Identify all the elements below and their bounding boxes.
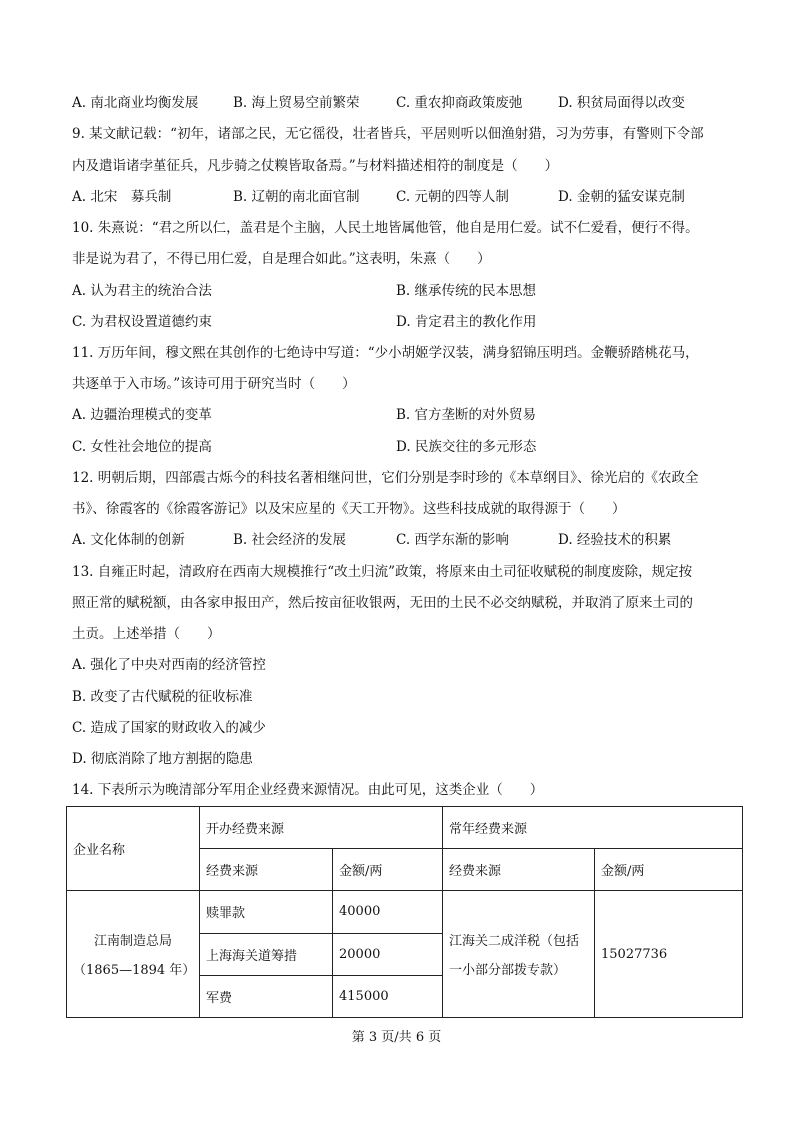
q9-option-c: C. 元朝的四等人制 — [396, 189, 509, 205]
page-footer: 第 3 页/共 6 页 — [351, 1030, 442, 1045]
q10-option-d: D. 肯定君主的教化作用 — [396, 314, 537, 330]
regular-source-line-1: 江海关二成洋税（包括 — [449, 934, 580, 950]
q8-option-d: D. 积贫局面得以改变 — [558, 95, 685, 111]
table-row-source: 上海海关道筹措 — [200, 933, 333, 975]
q14-stem-line-1: 14. 下表所示为晚清部分军用企业经费来源情况。由此可见，这类企业（ ） — [72, 782, 544, 798]
regular-amount-cell: 15027736 — [595, 891, 743, 1018]
q11-stem-line-1: 11. 万历年间，穆文熙在其创作的七绝诗中写道：“少小胡姬学汉装，满身貂锦压明珰。金鞭骄踏桃花马， — [72, 345, 699, 361]
header-regular-funding: 常年经费来源 — [443, 807, 743, 849]
q10-stem-line-2: 非是说为君了，不得已用仁爱，自是理合如此。”这表明，朱熹（ ） — [72, 251, 491, 267]
q11-option-c: C. 女性社会地位的提高 — [72, 439, 212, 455]
q11-stem-line-2: 共逐单于入市场。”该诗可用于研究当时（ ） — [72, 376, 356, 392]
table-row-source: 赎罪款 — [200, 891, 333, 933]
enterprise-name: 江南制造总局 — [93, 934, 172, 950]
enterprise-cell — [67, 891, 200, 1018]
q9-option-d: D. 金朝的猛安谋克制 — [558, 189, 685, 205]
q10-option-c: C. 为君权设置道德约束 — [72, 314, 212, 330]
regular-source-cell — [443, 891, 595, 1018]
funding-source-table — [66, 806, 743, 1018]
q13-stem-line-1: 13. 自雍正时起，清政府在西南大规模推行“改土归流”政策，将原来由土司征收赋税的制度废除，规定按 — [72, 564, 693, 580]
q9-option-b: B. 辽朝的南北面官制 — [233, 189, 360, 205]
q12-option-b: B. 社会经济的发展 — [233, 532, 347, 548]
q13-option-d: D. 彻底消除了地方割据的隐患 — [72, 751, 253, 767]
enterprise-years: （1865—1894 年） — [73, 963, 196, 979]
q10-option-b: B. 继承传统的民本思想 — [396, 283, 537, 299]
q13-stem-line-2: 照正常的赋税额，由各家申报田产，然后按亩征收银两，无田的土民不必交纳赋税，并取消了原来土司的 — [72, 595, 693, 611]
q9-stem-line-2: 内及遣诣诸孛堇征兵，凡步骑之仗糗皆取备焉。”与材料描述相符的制度是（ ） — [72, 158, 559, 174]
q12-option-d: D. 经验技术的积累 — [558, 532, 672, 548]
q12-option-c: C. 西学东渐的影响 — [396, 532, 509, 548]
q9-option-a: A. 北宋 募兵制 — [72, 189, 172, 205]
q12-stem-line-2: 书》、徐霞客的《徐霞客游记》以及宋应星的《天工开物》。这些科技成就的取得源于（ ） — [72, 501, 626, 517]
q9-stem-line-1: 9. 某文献记载：“初年，诸部之民，无它徭役，壮者皆兵，平居则听以佃渔射猎，习为劳事，有警则下令部 — [72, 126, 704, 142]
table-row-amount: 40000 — [333, 891, 443, 933]
q10-stem-line-1: 10. 朱熹说：“君之所以仁，盖君是个主脑，人民土地皆属他管，他自是用仁爱。试不仁爱看，便行不得。 — [72, 220, 699, 236]
q12-option-a: A. 文化体制的创新 — [72, 532, 185, 548]
table-row-source: 军费 — [200, 975, 333, 1017]
q13-option-b: B. 改变了古代赋税的征收标准 — [72, 689, 253, 705]
q8-option-a: A. 南北商业均衡发展 — [72, 95, 199, 111]
q13-option-c: C. 造成了国家的财政收入的减少 — [72, 720, 266, 736]
q8-option-b: B. 海上贸易空前繁荣 — [233, 95, 360, 111]
subheader-source-regular: 经费来源 — [443, 849, 595, 891]
subheader-source: 经费来源 — [200, 849, 333, 891]
table-row-amount: 415000 — [333, 975, 443, 1017]
q10-option-a: A. 认为君主的统治合法 — [72, 283, 212, 299]
q13-option-a: A. 强化了中央对西南的经济管控 — [72, 657, 266, 673]
subheader-amount-regular: 金额/两 — [595, 849, 743, 891]
q8-option-c: C. 重农抑商政策废弛 — [396, 95, 523, 111]
regular-source-line-2: 一小部分部拨专款） — [449, 963, 567, 979]
header-enterprise-name: 企业名称 — [67, 807, 200, 891]
table-row-amount: 20000 — [333, 933, 443, 975]
q11-option-a: A. 边疆治理模式的变革 — [72, 407, 212, 423]
subheader-amount: 金额/两 — [333, 849, 443, 891]
q13-stem-line-3: 土贡。上述举措（ ） — [72, 626, 221, 642]
header-start-funding: 开办经费来源 — [200, 807, 443, 849]
q11-option-b: B. 官方垄断的对外贸易 — [396, 407, 537, 423]
q12-stem-line-1: 12. 明朝后期，四部震古烁今的科技名著相继问世，它们分别是李时珍的《本草纲目》、徐光启的《农政全 — [72, 470, 699, 486]
q11-option-d: D. 民族交往的多元形态 — [396, 439, 537, 455]
